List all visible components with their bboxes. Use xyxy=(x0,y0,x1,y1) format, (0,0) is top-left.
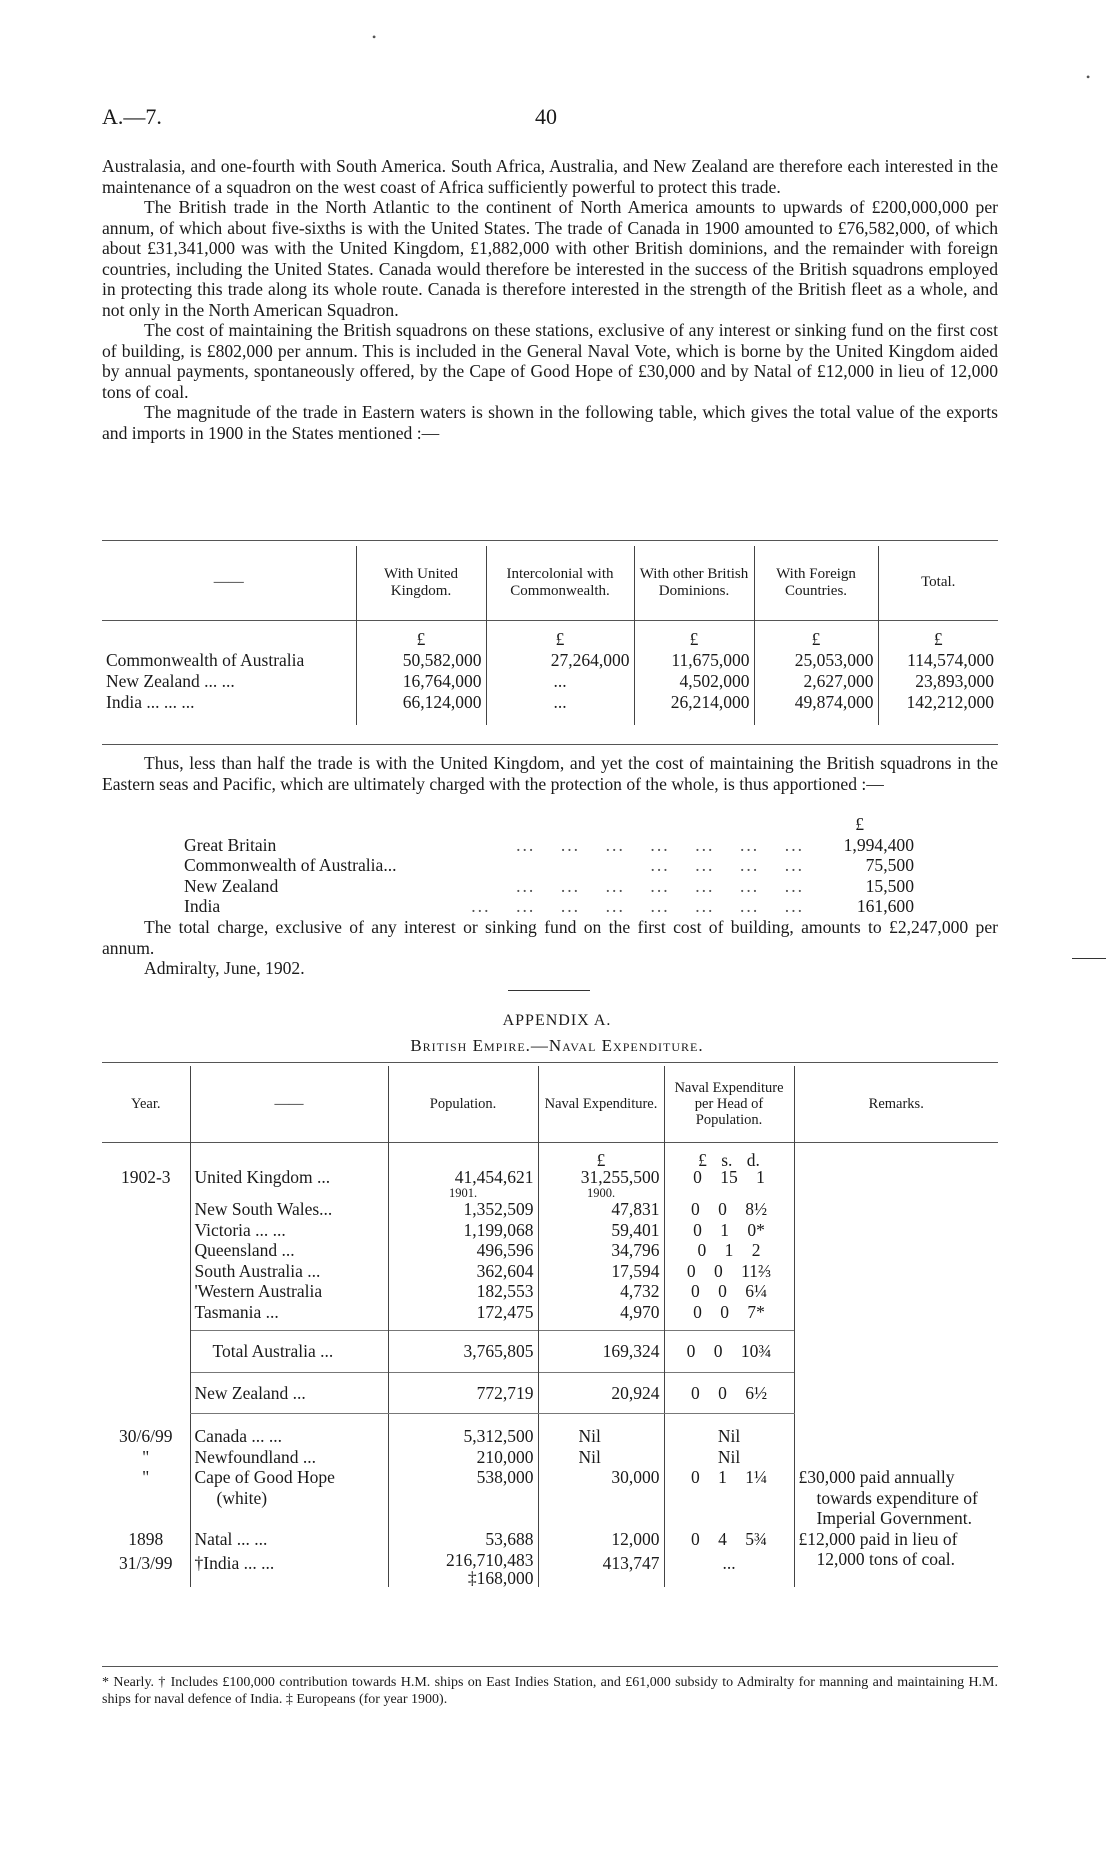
cell-l: 0 xyxy=(690,1467,700,1487)
cell-expenditure: 31,255,500 xyxy=(538,1167,664,1188)
page-reference: A.—7. xyxy=(102,104,162,129)
cell-d: 6¼ xyxy=(745,1281,768,1301)
cell-population: 772,719 xyxy=(388,1372,538,1414)
cell-expenditure: 4,970 xyxy=(538,1302,664,1331)
table-row xyxy=(102,1302,998,1331)
cell-s: 0 xyxy=(718,1281,727,1301)
list-item xyxy=(184,835,914,856)
header-remarks: Remarks. xyxy=(794,1066,998,1142)
scan-speck: • xyxy=(372,30,377,44)
header-naval-expenditure: Naval Expenditure. xyxy=(538,1066,664,1142)
trade-currency-row xyxy=(102,620,998,650)
cell-s: 1 xyxy=(724,1240,734,1260)
cell-expenditure: 413,747 xyxy=(538,1549,664,1587)
cell-year: " xyxy=(142,1467,150,1487)
cell-uk: 50,582,000 xyxy=(356,650,486,671)
cell-s: 0 xyxy=(714,1260,723,1281)
signoff: Admiralty, June, 1902. xyxy=(144,958,305,978)
row-label: India ... ... ... xyxy=(106,691,195,712)
cell-expenditure: Nil xyxy=(538,1447,664,1468)
table-row xyxy=(102,650,998,671)
cell-expenditure: 34,796 xyxy=(538,1240,664,1261)
cell-name: New South Wales... xyxy=(190,1199,388,1220)
footnote: * Nearly. † Includes £100,000 contribution towards H.M. ships on East Indies Station, and £61,000 subsidy to Admiralty for manning and maintaining H.M. ships for naval defence of India. ‡ Europeans (for year 1900). xyxy=(102,1675,998,1707)
cell-name: United Kingdom ... xyxy=(190,1167,388,1188)
paragraph-5: Thus, less than half the trade is with the United Kingdom, and yet the cost of maintaining the British squadrons in the Eastern seas and Pacific, which are ultimately charged with the protection of the whole, is thus apportioned :— xyxy=(102,753,998,794)
cell-name: Newfoundland ... xyxy=(190,1447,388,1468)
trade-header-label: —— xyxy=(213,574,244,591)
row-label: New Zealand ... ... xyxy=(106,670,235,691)
currency-mark: £ xyxy=(486,620,634,650)
currency-mark: £ xyxy=(754,620,878,650)
unit-pounds: £ xyxy=(698,1149,707,1170)
currency-mark: £ xyxy=(634,620,754,650)
cell-expenditure: Nil xyxy=(538,1414,664,1447)
cell-expenditure: 47,831 xyxy=(538,1199,664,1220)
cell-d: 7* xyxy=(747,1301,765,1322)
body-text-closing xyxy=(102,917,998,979)
body-text-top xyxy=(102,156,998,443)
list-item xyxy=(184,855,914,876)
cell-expenditure: 17,594 xyxy=(538,1261,664,1282)
cell-population: 210,000 xyxy=(388,1447,538,1468)
cell-d: 11⅔ xyxy=(741,1260,772,1281)
cell-intercolonial: ... xyxy=(486,671,634,692)
cell-expenditure: 30,000 xyxy=(538,1467,664,1529)
paragraph-2: The British trade in the North Atlantic to the continent of North America amounts to upwards of £200,000,000 per annum, of which about five-sixths is with the United States. The trade of Canada in 1900 amounted to £76,582,000, of which about £31,341,000 was with the United Kingdom, £1,882,000 with other British dominions, and the remainder with foreign countries, including the United States. Canada would therefore be interested in the success of the British squadrons employed in protecting this trade along its whole route. Canada is therefore interested in the strength of the British fleet as a whole, and not only in the North American Squadron. xyxy=(102,197,998,320)
cell-d: 6½ xyxy=(745,1382,768,1403)
cell-s: 1 xyxy=(718,1467,727,1487)
cell-l: 0 xyxy=(690,1281,700,1301)
cell-population: 3,765,805 xyxy=(388,1331,538,1373)
cell-l: 0 xyxy=(690,1528,700,1549)
item-amount: 15,500 xyxy=(865,875,914,896)
currency-mark: £ xyxy=(855,814,864,834)
paragraph-1: Australasia, and one-fourth with South America. South Africa, Australia, and New Zealand are therefore each interested in the maintenance of a squadron on the west coast of Africa sufficiently powerful to protect this trade. xyxy=(102,156,998,197)
list-item xyxy=(184,876,914,897)
cell-remark: £12,000 paid in lieu of 12,000 tons of coal. xyxy=(794,1529,998,1588)
cell-expenditure: 169,324 xyxy=(538,1331,664,1373)
trade-header-other: With other British Dominions. xyxy=(634,546,754,620)
cell-expenditure: 12,000 xyxy=(538,1529,664,1550)
cell-name: Queensland ... xyxy=(190,1240,388,1261)
appendix-title: APPENDIX A. xyxy=(502,1012,612,1029)
cell-population: 53,688 xyxy=(388,1529,538,1550)
trade-header-total: Total. xyxy=(878,546,998,620)
currency-mark: £ xyxy=(356,620,486,650)
row-label: Commonwealth of Australia xyxy=(106,649,305,670)
header-population: Population. xyxy=(388,1066,538,1142)
trade-header-row xyxy=(102,546,998,620)
cell-l: 0 xyxy=(693,1219,702,1240)
table-bottom-rule xyxy=(102,744,998,745)
table-row-uk xyxy=(102,1167,998,1188)
table-row xyxy=(102,1220,998,1241)
item-amount: 1,994,400 xyxy=(843,834,914,855)
cell-l: 0 xyxy=(693,1166,702,1187)
cell-year: 1898 xyxy=(128,1528,164,1549)
cell-foreign: 25,053,000 xyxy=(754,650,878,671)
cell-year: 30/6/99 xyxy=(119,1425,173,1446)
paragraph-4: The magnitude of the trade in Eastern waters is shown in the following table, which gives the total value of the exports and imports in 1900 in the States mentioned :— xyxy=(102,402,998,443)
cell-s: 0 xyxy=(720,1301,729,1322)
year-note-row xyxy=(102,1187,998,1199)
cell-population: 496,596 xyxy=(388,1240,538,1261)
table-row xyxy=(102,1281,998,1302)
cell-s: 0 xyxy=(718,1382,727,1403)
leader-dots: ... ... ... ... xyxy=(650,855,804,875)
currency-mark: £ xyxy=(878,620,998,650)
cell-total: 23,893,000 xyxy=(878,671,998,692)
cell-population: 216,710,483 xyxy=(446,1550,534,1570)
cell-l: 0 xyxy=(693,1301,702,1322)
cell-name: Total Australia ... xyxy=(190,1331,388,1373)
cell-d: 1¼ xyxy=(745,1467,768,1487)
cell-other: 26,214,000 xyxy=(634,692,754,725)
cell-name: Victoria ... ... xyxy=(190,1220,388,1241)
list-item xyxy=(184,896,914,917)
cell-d: 2 xyxy=(751,1240,761,1260)
item-name: Commonwealth of Australia... xyxy=(184,855,397,875)
cell-population: 172,475 xyxy=(388,1302,538,1331)
header-label: —— xyxy=(190,1066,388,1142)
unit-pence: d. xyxy=(746,1149,760,1170)
cell-foreign: 49,874,000 xyxy=(754,692,878,725)
body-text-middle xyxy=(102,753,998,794)
unit-shillings: s. xyxy=(721,1149,733,1170)
cell-population: 538,000 xyxy=(388,1467,538,1529)
trade-header-intercolonial: Intercolonial with Commonwealth. xyxy=(486,546,634,620)
scan-mark xyxy=(1072,958,1106,959)
cell-l: 0 xyxy=(690,1382,700,1403)
cell-other: 4,502,000 xyxy=(634,671,754,692)
item-name: India xyxy=(184,896,221,916)
cell-uk: 66,124,000 xyxy=(356,692,486,725)
cell-year: 1902-3 xyxy=(120,1166,171,1187)
item-amount: 75,500 xyxy=(865,855,914,875)
cell-year: " xyxy=(142,1446,150,1467)
page-number: 40 xyxy=(535,104,557,129)
cell-l: 0 xyxy=(686,1341,696,1361)
new-zealand-row xyxy=(102,1372,998,1414)
cell-s: 4 xyxy=(718,1528,727,1549)
section-divider xyxy=(508,990,590,991)
cell-intercolonial: 27,264,000 xyxy=(486,650,634,671)
cell-other: 11,675,000 xyxy=(634,650,754,671)
table-row xyxy=(102,1199,998,1220)
table-row xyxy=(102,692,998,725)
scan-speck: • xyxy=(1086,70,1091,84)
cell-d: 10¾ xyxy=(740,1341,772,1361)
cell-name: Tasmania ... xyxy=(190,1302,388,1331)
cell-year: 31/3/99 xyxy=(119,1553,173,1573)
units-row xyxy=(102,1142,998,1167)
cell-l: 0 xyxy=(690,1199,700,1219)
cell-population: 1,199,068 xyxy=(388,1220,538,1241)
cell-name: New Zealand ... xyxy=(190,1372,388,1414)
naval-expenditure-table xyxy=(102,1066,998,1587)
trade-table xyxy=(102,546,998,725)
table-row xyxy=(102,1240,998,1261)
cell-name: Natal ... ... xyxy=(190,1529,388,1550)
item-name: New Zealand xyxy=(184,875,279,896)
naval-header-row xyxy=(102,1066,998,1142)
cell-s: 15 xyxy=(720,1166,738,1187)
cell-expenditure: 20,924 xyxy=(538,1372,664,1414)
cell-expenditure: 4,732 xyxy=(538,1281,664,1302)
cell-name: †India ... ... xyxy=(190,1549,388,1587)
population-year: 1901. xyxy=(388,1187,538,1199)
cell-name: Cape of Good Hope xyxy=(194,1467,335,1487)
trade-header-uk: With United Kingdom. xyxy=(356,546,486,620)
cell-rate: Nil xyxy=(664,1414,794,1447)
cell-population: 362,604 xyxy=(388,1261,538,1282)
cell-d: 8½ xyxy=(745,1199,768,1219)
cell-remark: £30,000 paid annually towards expenditure of Imperial Government. xyxy=(794,1467,998,1529)
currency-mark: £ xyxy=(538,1142,664,1167)
leader-dots: ... ... ... ... ... ... ... xyxy=(516,875,804,896)
cell-intercolonial: ... xyxy=(486,692,634,725)
appendix-subtitle: British Empire.—Naval Expenditure. xyxy=(410,1036,704,1055)
cell-l: 0 xyxy=(697,1240,707,1260)
leader-dots: ... ... ... ... ... ... ... xyxy=(516,834,804,855)
cell-total: 142,212,000 xyxy=(878,692,998,725)
cell-population-sub: ‡168,000 xyxy=(467,1568,534,1588)
table-row xyxy=(102,1414,998,1447)
table-row xyxy=(102,1447,998,1468)
cell-total: 114,574,000 xyxy=(878,650,998,671)
table-top-rule xyxy=(102,540,998,541)
header-year: Year. xyxy=(130,1095,161,1112)
cell-s: 1 xyxy=(720,1219,729,1240)
cell-expenditure: 59,401 xyxy=(538,1220,664,1241)
item-name: Great Britain xyxy=(184,834,277,855)
cell-name: 'Western Australia xyxy=(190,1281,388,1302)
cell-s: 0 xyxy=(713,1341,723,1361)
apportionment-list xyxy=(184,814,914,917)
cell-foreign: 2,627,000 xyxy=(754,671,878,692)
cell-population: 41,454,621 xyxy=(388,1167,538,1188)
leader-dots: ... ... ... ... ... ... ... ... xyxy=(471,896,804,916)
cell-rate: ... xyxy=(664,1549,794,1587)
naval-table-top-rule xyxy=(102,1062,998,1063)
cell-population: 5,312,500 xyxy=(388,1414,538,1447)
table-row xyxy=(102,1467,998,1529)
total-australia-row xyxy=(102,1331,998,1373)
header-per-head: Naval Expenditure per Head of Population. xyxy=(664,1066,794,1142)
cell-l: 0 xyxy=(686,1260,696,1281)
table-row xyxy=(102,1529,998,1550)
cell-rate: Nil xyxy=(664,1447,794,1468)
cell-population: 1,352,509 xyxy=(388,1199,538,1220)
paragraph-6: The total charge, exclusive of any interest or sinking fund on the first cost of building, amounts to £2,247,000 per annum. xyxy=(102,917,998,958)
cell-name: South Australia ... xyxy=(190,1261,388,1282)
table-row xyxy=(102,1261,998,1282)
naval-table-bottom-rule xyxy=(102,1666,998,1667)
cell-d: 1 xyxy=(756,1166,765,1187)
paragraph-3: The cost of maintaining the British squadrons on these stations, exclusive of any interest or sinking fund on the first cost of building, is £802,000 per annum. This is included in the General Naval Vote, which is borne by the United Kingdom aided by annual payments, spontaneously offered, by the Cape of Good Hope of £30,000 and by Natal of £12,000 in lieu of 12,000 tons of coal. xyxy=(102,320,998,402)
cell-name-sub: (white) xyxy=(216,1487,268,1508)
expenditure-year: 1900. xyxy=(538,1187,664,1199)
cell-population: 182,553 xyxy=(388,1281,538,1302)
cell-name: Canada ... ... xyxy=(190,1414,388,1447)
cell-s: 0 xyxy=(718,1199,727,1219)
cell-uk: 16,764,000 xyxy=(356,671,486,692)
table-row xyxy=(102,671,998,692)
item-amount: 161,600 xyxy=(856,896,914,916)
trade-header-foreign: With Foreign Countries. xyxy=(754,546,878,620)
cell-d: 5¾ xyxy=(745,1528,768,1549)
cell-d: 0* xyxy=(747,1219,765,1240)
